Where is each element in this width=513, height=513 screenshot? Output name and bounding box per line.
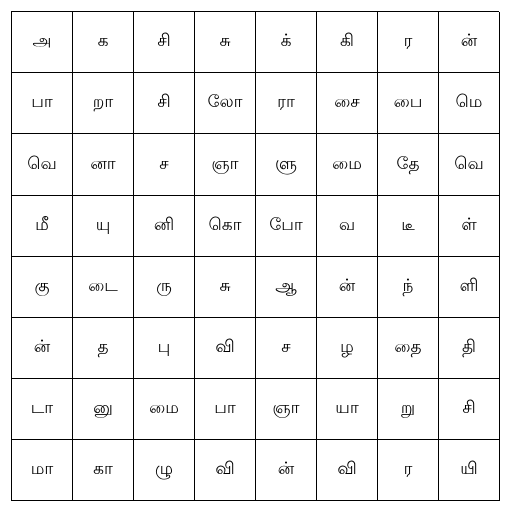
grid-cell[interactable]: மை (317, 134, 378, 196)
grid-cell[interactable]: ச (134, 134, 195, 196)
grid-cell[interactable]: ன் (256, 440, 317, 501)
grid-cell[interactable]: அ (12, 12, 73, 73)
grid-cell[interactable]: ஞா (256, 379, 317, 440)
grid-cell[interactable]: மெ (439, 73, 500, 134)
grid-cell[interactable]: வி (195, 440, 256, 501)
grid-cell[interactable]: வெ (12, 134, 73, 196)
grid-cell[interactable]: கு (12, 257, 73, 318)
grid-cell[interactable]: சி (439, 379, 500, 440)
grid-cell[interactable]: கி (317, 12, 378, 73)
grid-cell[interactable]: கா (73, 440, 134, 501)
grid-cell[interactable]: சு (195, 257, 256, 318)
grid-cell[interactable]: வி (195, 318, 256, 379)
grid-cell[interactable]: மா (12, 440, 73, 501)
grid-cell[interactable]: ந் (378, 257, 439, 318)
grid-cell[interactable]: னு (73, 379, 134, 440)
grid-cell[interactable]: ளி (439, 257, 500, 318)
grid-cell[interactable]: யு (73, 196, 134, 257)
grid-cell[interactable]: வி (317, 440, 378, 501)
grid-cell[interactable]: பா (195, 379, 256, 440)
grid-cell[interactable]: ழ (317, 318, 378, 379)
grid-cell[interactable]: ர (378, 12, 439, 73)
grid-cell[interactable]: னா (73, 134, 134, 196)
grid-cell[interactable]: சை (317, 73, 378, 134)
grid-cell[interactable]: மை (134, 379, 195, 440)
grid-cell[interactable]: தே (378, 134, 439, 196)
grid-cell[interactable]: ச (256, 318, 317, 379)
grid-cell[interactable]: சி (134, 12, 195, 73)
grid-cell[interactable]: டை (73, 257, 134, 318)
grid-cell[interactable]: மீ (12, 196, 73, 257)
grid-cell[interactable]: ஞா (195, 134, 256, 196)
grid-cell[interactable]: னி (134, 196, 195, 257)
grid-cell[interactable]: போ (256, 196, 317, 257)
grid-cell[interactable]: த (73, 318, 134, 379)
grid-cell[interactable]: ரு (134, 257, 195, 318)
grid-cell[interactable]: ஆ (256, 257, 317, 318)
grid-cell[interactable]: க் (256, 12, 317, 73)
grid-cell[interactable]: ன் (12, 318, 73, 379)
grid-cell[interactable]: டீ (378, 196, 439, 257)
grid-cell[interactable]: ள் (439, 196, 500, 257)
grid-cell[interactable]: யி (439, 440, 500, 501)
grid-cell[interactable]: வெ (439, 134, 500, 196)
grid-cell[interactable]: றா (73, 73, 134, 134)
grid-cell[interactable]: ரா (256, 73, 317, 134)
grid-cell[interactable]: ர (378, 440, 439, 501)
grid-cell[interactable]: தி (439, 318, 500, 379)
grid-cell[interactable]: பை (378, 73, 439, 134)
grid-cell[interactable]: ன் (317, 257, 378, 318)
grid-cell[interactable]: யா (317, 379, 378, 440)
grid-cell[interactable]: சு (195, 12, 256, 73)
grid-cell[interactable]: சி (134, 73, 195, 134)
grid-cell[interactable]: று (378, 379, 439, 440)
grid-cell[interactable]: டா (12, 379, 73, 440)
grid-cell[interactable]: பு (134, 318, 195, 379)
grid-cell[interactable]: ளு (256, 134, 317, 196)
grid-cell[interactable]: வ (317, 196, 378, 257)
grid-cell[interactable]: கொ (195, 196, 256, 257)
letter-grid (11, 11, 499, 501)
grid-cell[interactable]: பா (12, 73, 73, 134)
grid-cell[interactable]: ழு (134, 440, 195, 501)
grid-cell[interactable]: தை (378, 318, 439, 379)
grid-cell[interactable]: லோ (195, 73, 256, 134)
grid-cell[interactable]: ன் (439, 12, 500, 73)
grid-cell[interactable]: க (73, 12, 134, 73)
